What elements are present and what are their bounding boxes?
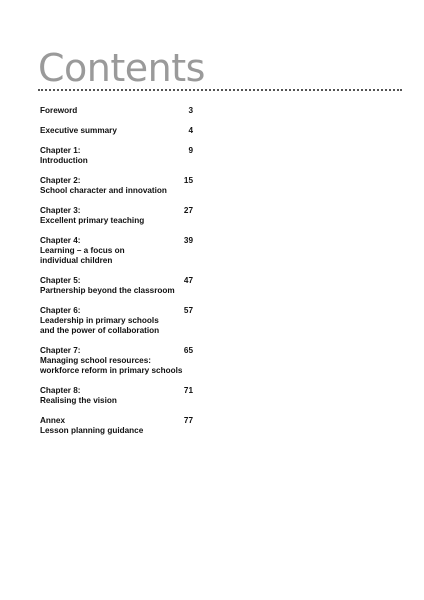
table-of-contents: [40, 106, 193, 446]
toc-entry-subtitle: Excellent primary teaching: [40, 216, 145, 225]
toc-page-number: 15: [183, 176, 193, 185]
toc-page-number: 4: [188, 126, 193, 135]
toc-entry-chapter-7[interactable]: [40, 346, 193, 376]
toc-page-number: 57: [183, 306, 193, 315]
toc-page-number: 39: [183, 236, 193, 245]
toc-entry-chapter-6[interactable]: [40, 306, 193, 336]
toc-entry-chapter-5[interactable]: [40, 276, 193, 296]
toc-entry-subtitle: Managing school resources:: [40, 356, 152, 365]
toc-entry-label: Chapter 3:: [40, 206, 81, 215]
toc-entry-subtitle: Introduction: [40, 156, 88, 165]
toc-entry-subtitle: Learning – a focus on: [40, 246, 125, 255]
toc-entry-subtitle: and the power of collaboration: [40, 326, 160, 335]
toc-entry-chapter-8[interactable]: [40, 386, 193, 406]
page-title: Contents: [38, 46, 205, 90]
toc-entry-label: Chapter 5:: [40, 276, 81, 285]
toc-entry-label: Foreword: [40, 106, 78, 115]
toc-entry-annex[interactable]: [40, 416, 193, 436]
toc-page-number: 3: [188, 106, 193, 115]
toc-entry-chapter-4[interactable]: [40, 236, 193, 266]
toc-entry-foreword[interactable]: [40, 106, 193, 116]
toc-entry-executive-summary[interactable]: [40, 126, 193, 136]
toc-entry-label: Chapter 4:: [40, 236, 81, 245]
toc-entry-subtitle: Lesson planning guidance: [40, 426, 144, 435]
toc-page-number: 47: [183, 276, 193, 285]
toc-page-number: 65: [183, 346, 193, 355]
toc-entry-label: Chapter 6:: [40, 306, 81, 315]
toc-entry-label: Chapter 7:: [40, 346, 81, 355]
toc-entry-label: Executive summary: [40, 126, 117, 135]
toc-page-number: 27: [183, 206, 193, 215]
toc-entry-label: Chapter 8:: [40, 386, 81, 395]
toc-page-number: 9: [188, 146, 193, 155]
toc-entry-subtitle: Leadership in primary schools: [40, 316, 159, 325]
toc-entry-chapter-3[interactable]: [40, 206, 193, 226]
toc-page-number: 71: [183, 386, 193, 395]
toc-page-number: 77: [183, 416, 193, 425]
toc-entry-chapter-2[interactable]: [40, 176, 193, 196]
toc-entry-chapter-1[interactable]: [40, 146, 193, 166]
toc-entry-subtitle: Partnership beyond the classroom: [40, 286, 175, 295]
toc-entry-subtitle: Realising the vision: [40, 396, 117, 405]
toc-entry-label: Chapter 2:: [40, 176, 81, 185]
toc-entry-label: Annex: [40, 416, 66, 425]
toc-entry-subtitle: individual children: [40, 256, 113, 265]
toc-entry-label: Chapter 1:: [40, 146, 81, 155]
toc-entry-subtitle: School character and innovation: [40, 186, 167, 195]
toc-entry-subtitle: workforce reform in primary schools: [40, 366, 183, 375]
dotted-divider: [38, 89, 402, 91]
